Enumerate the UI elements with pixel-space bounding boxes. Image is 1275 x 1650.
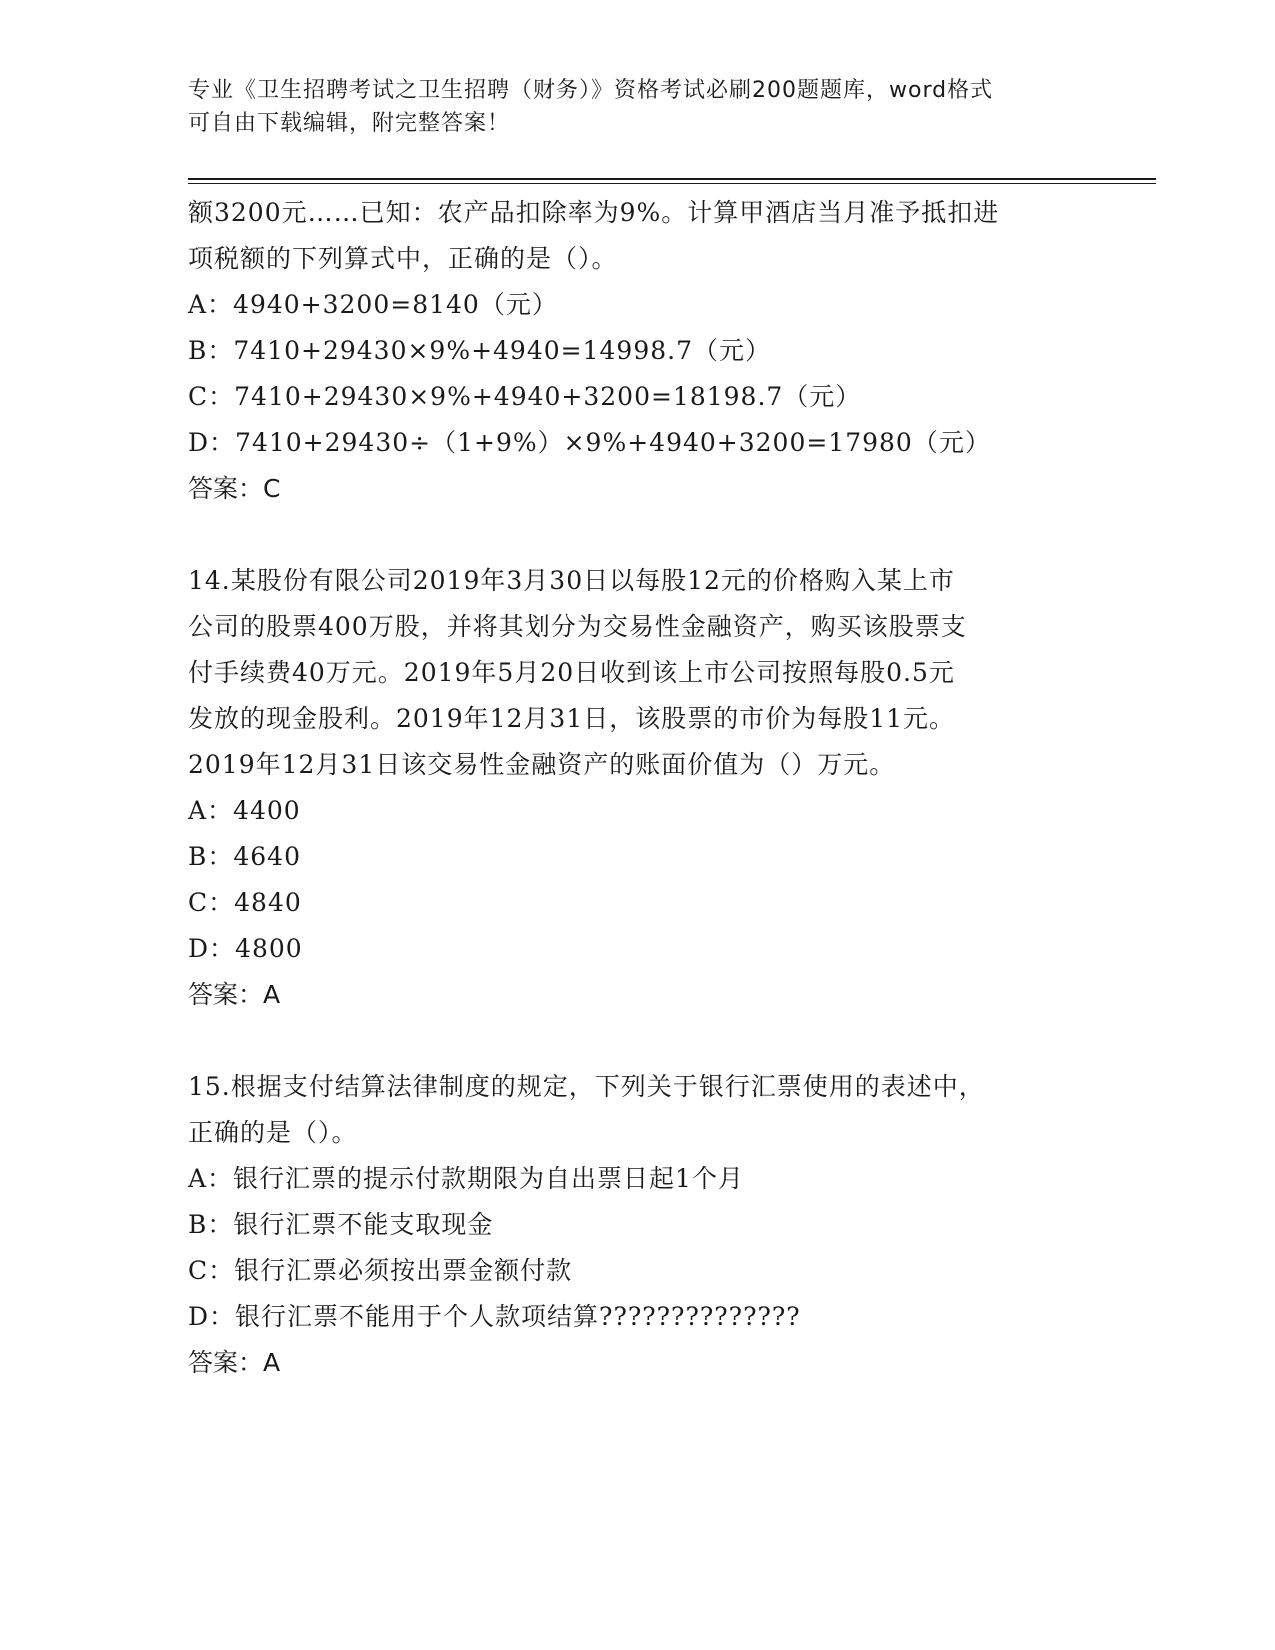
header-title-line-1: 专业《卫生招聘考试之卫生招聘（财务）》资格考试必刷200题题库，word格式 bbox=[188, 78, 994, 103]
question-spacer bbox=[188, 1018, 1088, 1064]
option-b: B：7410+29430×9%+4940=14998.7（元） bbox=[188, 336, 771, 365]
question-13 bbox=[188, 190, 1088, 512]
header-title-line-2: 可自由下载编辑，附完整答案！ bbox=[188, 111, 511, 136]
question-15 bbox=[188, 1064, 1088, 1386]
question-stem-line: 公司的股票400万股，并将其划分为交易性金融资产，购买该股票支 bbox=[188, 612, 967, 641]
answer-line: 答案：C bbox=[188, 474, 281, 503]
option-a: A：4400 bbox=[188, 796, 301, 825]
option-d: D：4800 bbox=[188, 934, 303, 963]
option-c: C：4840 bbox=[188, 888, 302, 917]
question-stem-line: 14.某股份有限公司2019年3月30日以每股12元的价格购入某上市 bbox=[188, 566, 955, 595]
header-divider-thick bbox=[188, 178, 1156, 180]
option-a: A：银行汇票的提示付款期限为自出票日起1个月 bbox=[188, 1164, 744, 1193]
question-stem-line: 付手续费40万元。2019年5月20日收到该上市公司按照每股0.5元 bbox=[188, 658, 955, 687]
document-header bbox=[188, 74, 1088, 140]
answer-line: 答案：A bbox=[188, 1348, 281, 1377]
question-stem-line: 发放的现金股利。2019年12月31日，该股票的市价为每股11元。 bbox=[188, 704, 956, 733]
option-c: C：7410+29430×9%+4940+3200=18198.7（元） bbox=[188, 382, 862, 411]
header-divider-thin bbox=[188, 183, 1156, 184]
question-stem-line: 15.根据支付结算法律制度的规定，下列关于银行汇票使用的表述中， bbox=[188, 1072, 985, 1101]
question-stem-line: 项税额的下列算式中，正确的是（）。 bbox=[188, 244, 618, 273]
question-stem-line: 2019年12月31日该交易性金融资产的账面价值为（）万元。 bbox=[188, 750, 896, 779]
question-stem-line: 额3200元……已知：农产品扣除率为9%。计算甲酒店当月准予抵扣进 bbox=[188, 198, 1000, 227]
document-body bbox=[188, 190, 1088, 1386]
option-c: C：银行汇票必须按出票金额付款 bbox=[188, 1256, 573, 1285]
option-a: A：4940+3200=8140（元） bbox=[188, 290, 558, 319]
option-d: D：银行汇票不能用于个人款项结算?????????????? bbox=[188, 1302, 801, 1331]
question-spacer bbox=[188, 512, 1088, 558]
question-stem-line: 正确的是（）。 bbox=[188, 1118, 358, 1147]
question-14 bbox=[188, 558, 1088, 1018]
answer-line: 答案：A bbox=[188, 980, 281, 1009]
option-d: D：7410+29430÷（1+9%）×9%+4940+3200=17980（元） bbox=[188, 428, 991, 457]
option-b: B：4640 bbox=[188, 842, 301, 871]
option-b: B：银行汇票不能支取现金 bbox=[188, 1210, 494, 1239]
